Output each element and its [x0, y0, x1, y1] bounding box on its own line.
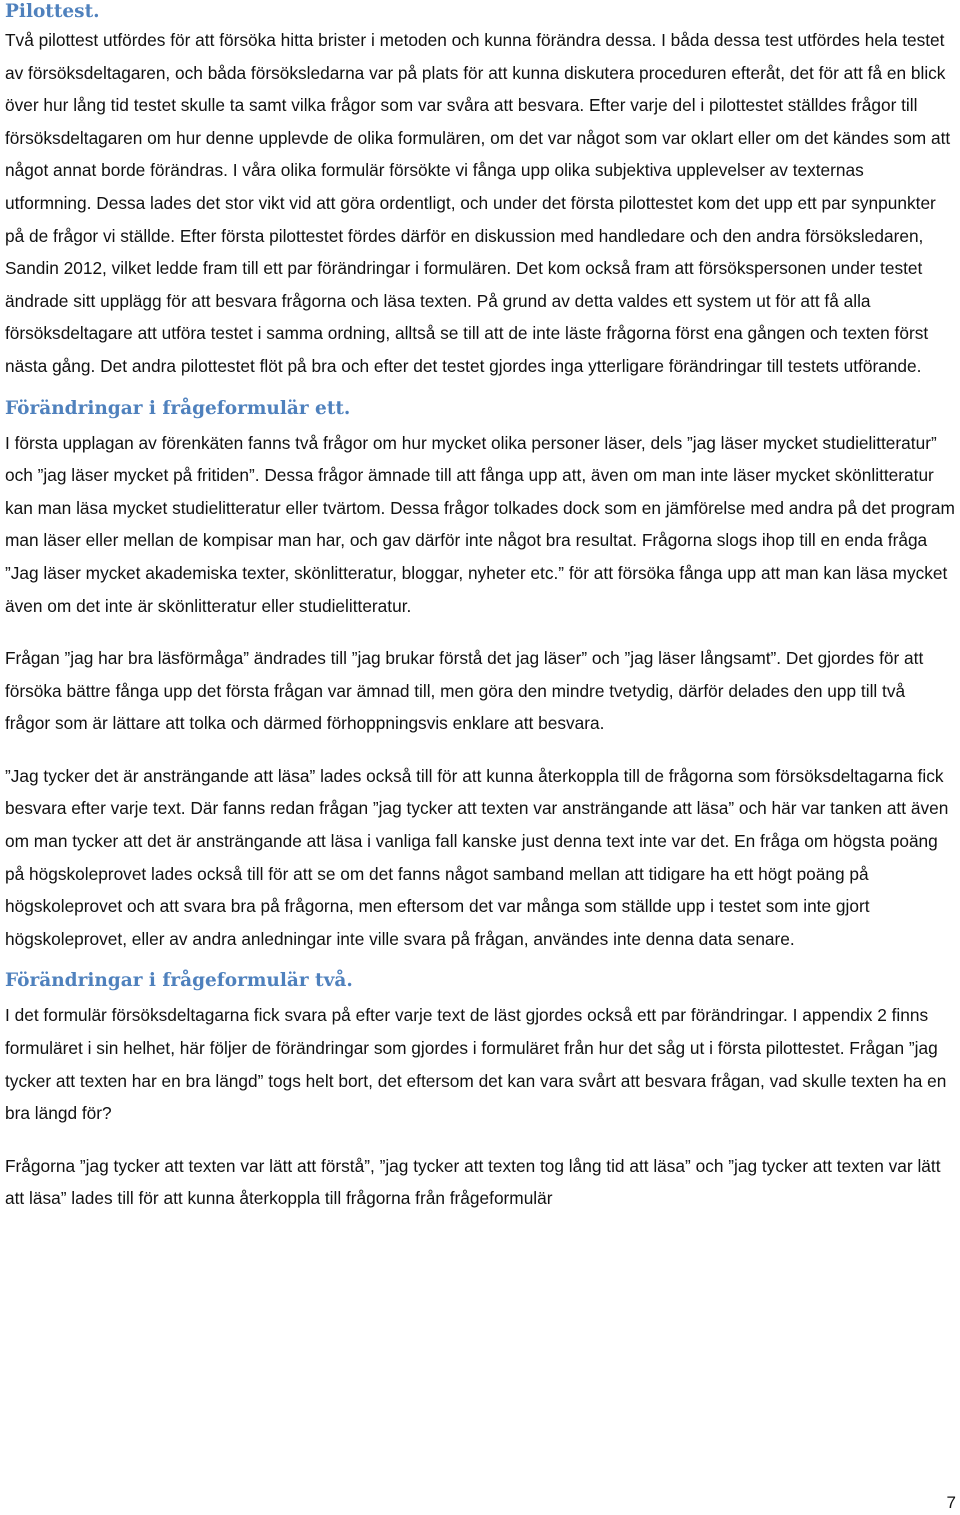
- paragraph-formular-ett-3: ”Jag tycker det är ansträngande att läsa” lades också till för att kunna återkoppla till de frågorna som försöksdeltagarna fick besvara efter varje text. Där fanns redan frågan ”jag tycker att texten var ansträngande att läsa” och här var tanken att även om man tycker att det är ansträngande att läsa i vanliga fall kanske just denna text inte var det. En fråga om högsta poäng på högskoleprovet lades också till för att se om det fanns något samband mellan att tidigare ha ett högt poäng på högskoleprovet och att svara bra på frågorna, men eftersom det var många som ställde upp i testet som inte gjort högskoleprovet, eller av andra anledningar inte ville svara på frågan, användes inte denna data senare.: [5, 765, 949, 949]
- section-heading-formular-tva: Förändringar i frågeformulär två.: [5, 970, 353, 992]
- paragraph-formular-ett-2: Frågan ”jag har bra läsförmåga” ändrades till ”jag brukar förstå det jag läser” och ”jag läser långsamt”. Det gjordes för att försöka bättre fånga upp det första frågan var ämnad till, men göra den mindre tvetydig, därför delades den upp till två frågor som är lättare att tolka och därmed förhoppningsvis enklare att besvara.: [5, 648, 924, 734]
- section-heading-pilottest: Pilottest.: [5, 1, 100, 22]
- paragraph-formular-ett-1: I första upplagan av förenkäten fanns två frågor om hur mycket olika personer läser, dels ”jag läser mycket studielitteratur” och ”jag läser mycket på fritiden”. Dessa frågor ämnade till att fånga upp att, även om man inte läser mycket skönlitteratur kan man läsa mycket studielitteratur eller tvärtom. Dessa frågor tolkades dock som en jämförelse med andra på det program man läser eller mellan de kompisar man har, och gav därför inte något bra resultat. Frågorna slogs ihop till en enda fråga ”Jag läser mycket akademiska texter, skönlitteratur, bloggar, nyheter etc.” för att försöka fånga upp att man kan läsa mycket även om det inte är skönlitteratur eller studielitteratur.: [5, 432, 955, 616]
- paragraph-formular-tva-2: Frågorna ”jag tycker att texten var lätt att förstå”, ”jag tycker att texten tog lång tid att läsa” och ”jag tycker att texten var lätt att läsa” lades till för att kunna återkoppla till frågorna från frågeformulär: [5, 1155, 941, 1209]
- section-heading-formular-ett: Förändringar i frågeformulär ett.: [5, 397, 351, 419]
- paragraph-pilottest: Två pilottest utfördes för att försöka hitta brister i metoden och kunna förändra dessa. I båda dessa test utfördes hela testet av försöksdeltagaren, och båda försöksledarna var på plats för att kunna diskutera proceduren efteråt, det för att få en blick över hur lång tid testet skulle ta samt vilka frågor som var svåra att besvara. Efter varje del i pilottestet ställdes frågor till försöksdeltagaren om hur denne upplevde de olika formulären, om det var något som var oklart eller om det kändes som att något annat borde förändras. I våra olika formulär försökte vi fånga upp olika subjektiva upplevelser av texternas utformning. Dessa lades det stor vikt vid att göra ordentligt, och under det första pilottestet kom det upp ett par synpunkter på de frågor vi ställde. Efter första pilottestet fördes därför en diskussion med handledare och den andra försöksledaren, Sandin 2012, vilket ledde fram till ett par förändringar i formulären. Det kom också fram att försökspersonen under testet ändrade sitt upplägg för att besvara frågorna och läsa texten. På grund av detta valdes ett system ut för att få alla försöksdeltagare att utföra testet i samma ordning, alltså se till att de inte läste frågorna först ena gången och texten först nästa gång. Det andra pilottestet flöt på bra och efter det testet gjordes inga ytterligare förändringar till testets utförande.: [5, 30, 951, 376]
- paragraph-formular-tva-1: I det formulär försöksdeltagarna fick svara på efter varje text de läst gjordes också ett par förändringar. I appendix 2 finns formuläret i sin helhet, här följer de förändringar som gjordes i formuläret från hur det såg ut i första pilottestet. Frågan ”jag tycker att texten har en bra längd” togs helt bort, det eftersom det kan vara svårt att besvara frågan, vad skulle texten ha en bra längd för?: [5, 1005, 947, 1124]
- document-page: [5, 0, 955, 1215]
- page-number: 7: [946, 1493, 956, 1512]
